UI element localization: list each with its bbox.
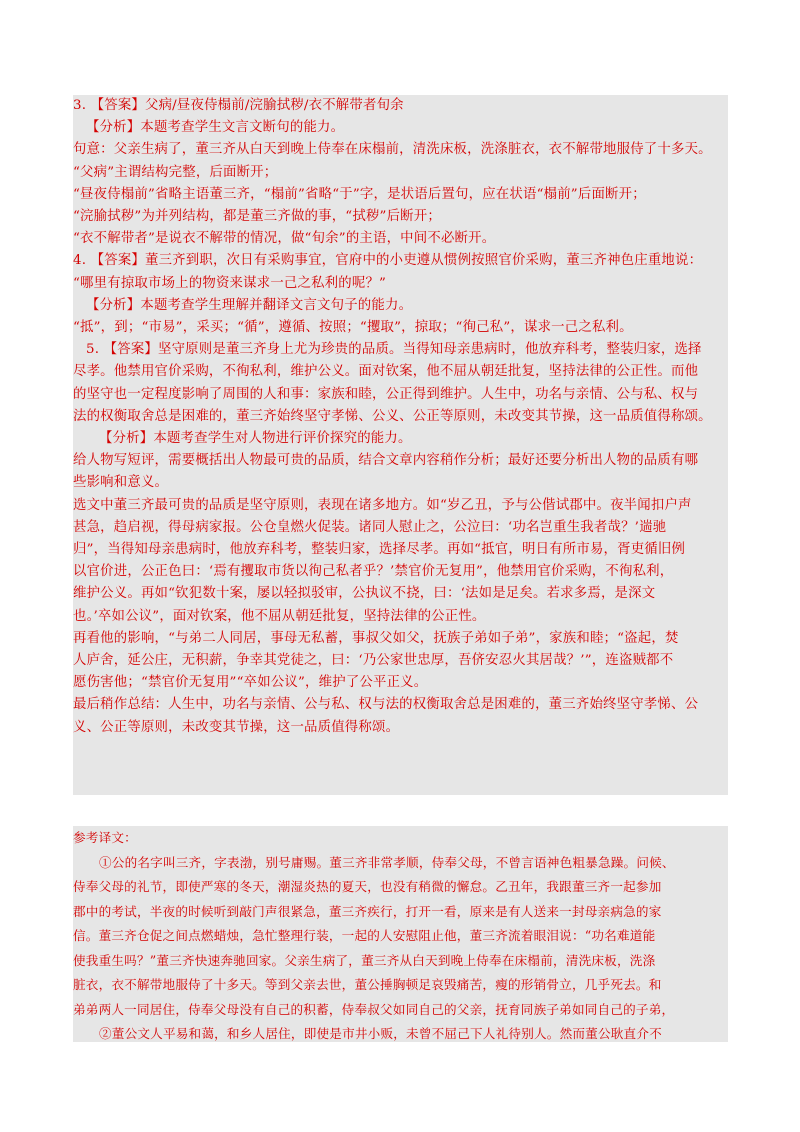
reference-line: ②董公文人平易和蔼，和乡人居住，即使是市井小贩，未曾不屈己下人礼待别人。然而董公耿直介不 [99,1026,662,1041]
answer-4-line: “抵”，到；“市易”，采买；“循”，遵循、按照；“攫取”，掠取；“徇己私”，谋求一己之私利。 [73,320,633,336]
answer-5-line: 再看他的影响，“与弟二人同居，事母无私蓄，事叔父如父，抚族子弟如子弟”，家族和睦；“盗起，焚 [73,630,679,646]
answer-5-line: 最后稍作总结：人生中，功名与亲情、公与私、权与法的权衡取舍总是困难的，董三齐始终坚守孝悌、公 [73,697,699,713]
reference-title: 参考译文： [73,830,137,845]
answer-3-line: “父病”主谓结构完整，后面断开； [73,164,278,180]
answer-5-line: 义、公正等原则，未改变其节操，这一品质值得称颂。 [73,719,400,735]
answer-4-analysis: 【分析】本题考查学生理解并翻译文言文句子的能力。 [86,297,413,313]
answer-5-header: 5. 【答案】坚守原则是董三齐身上尤为珍贵的品质。当得知母亲患病时，他放弃科考，整装归家，选择 [86,342,702,358]
answer-3-line: “浣腧拭秽”为并列结构，都是董三齐做的事，“拭秽”后断开； [73,209,441,225]
reference-line: 脏衣，衣不解带地服侍了十多天。等到父亲去世，董公捶胸顿足哀毁痛苦，瘦的形销骨立，几乎死去。和 [73,977,662,992]
answer-5-line: 人庐舍，延公庄，无积薪，争幸其党徒之，曰：‘乃公家世忠厚，吾侪安忍火其居哉？’”，连盗贼都不 [73,653,674,669]
answer-4-line: “哪里有掠取市场上的物资来谋求一己之私利的呢？” [73,275,387,291]
answer-5-line: 归”，当得知母亲患病时，他放弃科考，整装归家，选择尽孝。再如“抵官，明日有所市易，胥吏循旧例 [73,542,686,558]
reference-line: 使我重生吗？”董三齐快速奔驰回家。父亲生病了，董三齐从白天到晚上侍奉在床榻前，清洗床板，洗涤 [73,952,656,968]
answer-section [73,95,728,795]
answer-5-line: 些影响和意义。 [73,475,169,491]
reference-line: ①公的名字叫三齐，字表渤，别号庸赐。董三齐非常孝顺，侍奉父母，不曾言语神色粗暴急躁。问候、 [99,854,675,870]
answer-5-line: 尽孝。他禁用官价采购，不徇私利，维护公义。面对钦案，他不屈从朝廷批复，坚持法律的公正性。而他 [73,364,699,380]
answer-3-line: 句意：父亲生病了，董三齐从白天到晚上侍奉在床榻前，清洗床板，洗涤脏衣，衣不解带地服侍了十多天。 [73,142,712,158]
reference-line: 弟弟两人一同居住，侍奉父母没有自己的积蓄，侍奉叔父如同自己的父亲，抚育同族子弟如同自己的子弟， [73,1001,675,1017]
answer-5-line: 的坚守也一定程度影响了周围的人和事：家族和睦，公正得到维护。人生中，功名与亲情、公与私、权与 [73,386,699,402]
reference-line: 侍奉父母的礼节，即使严寒的冬天，潮湿炎热的夏天，也没有稍微的懈怠。乙丑年，我跟董三齐一起参加 [73,879,662,894]
answer-5-line: 法的权衡取舍总是困难的，董三齐始终坚守孝悌、公义、公正等原则，未改变其节操，这一品质值得称颂。 [73,408,712,424]
answer-4-header: 4. 【答案】董三齐到职，次日有采购事宜，官府中的小吏遵从惯例按照官价采购，董三齐神色庄重地说： [73,253,703,269]
answer-3-header: 3. 【答案】父病/昼夜侍榻前/浣腧拭秽/衣不解带者旬余 [73,98,404,113]
answer-5-line: 甚急，趋启视，得母病家报。公仓皇燃火促装。诸同人慰止之，公泣曰：‘功名岂重生我者哉？’遄驰 [73,519,667,535]
answer-5-line: 选文中董三齐最可贵的品质是坚守原则，表现在诸多地方。如“岁乙丑，予与公偕试郡中。夜半闻扣户声 [73,497,692,513]
answer-3-line: “昼夜侍榻前”省略主语董三齐，“榻前”省略“于”字，是状语后置句，应在状语“榻前”后面断开； [73,186,646,202]
answer-5-analysis: 【分析】本题考查学生对人物进行评价探究的能力。 [99,431,412,447]
answer-5-line: 维护公义。再如“钦犯数十案，屡以轻拟驳审，公执议不挠，曰：‘法如是足矣。若求多焉，是深文 [73,586,656,602]
answer-5-line: 给人物写短评，需要概括出人物最可贵的品质，结合文章内容稍作分析；最好还要分析出人物的品质有哪 [73,453,699,469]
answer-3-analysis: 【分析】本题考查学生文言文断句的能力。 [86,120,345,136]
answer-3-line: “衣不解带者”是说衣不解带的情况，做“旬余”的主语，中间不必断开。 [73,231,496,247]
answer-5-line: 也。’卒如公议”，面对钦案，他不屈从朝廷批复，坚持法律的公正性。 [73,608,486,624]
answer-5-line: 愿伤害他；“禁官价无复用”“卒如公议”，维护了公平正义。 [73,675,428,691]
reference-line: 郡中的考试，半夜的时候听到敲门声很紧急，董三齐疾行，打开一看，原来是有人送来一封母亲病急的家 [73,903,662,919]
answer-5-line: 以官价进，公正色曰：‘焉有攫取市货以徇己私者乎？’禁官价无复用”，他禁用官价采购，不徇私利， [73,564,674,580]
reference-line: 信。董三齐仓促之间点燃蜡烛，急忙整理行装，一起的人安慰阻止他，董三齐流着眼泪说：“功名难道能 [73,928,656,943]
reference-translation [73,826,728,1042]
